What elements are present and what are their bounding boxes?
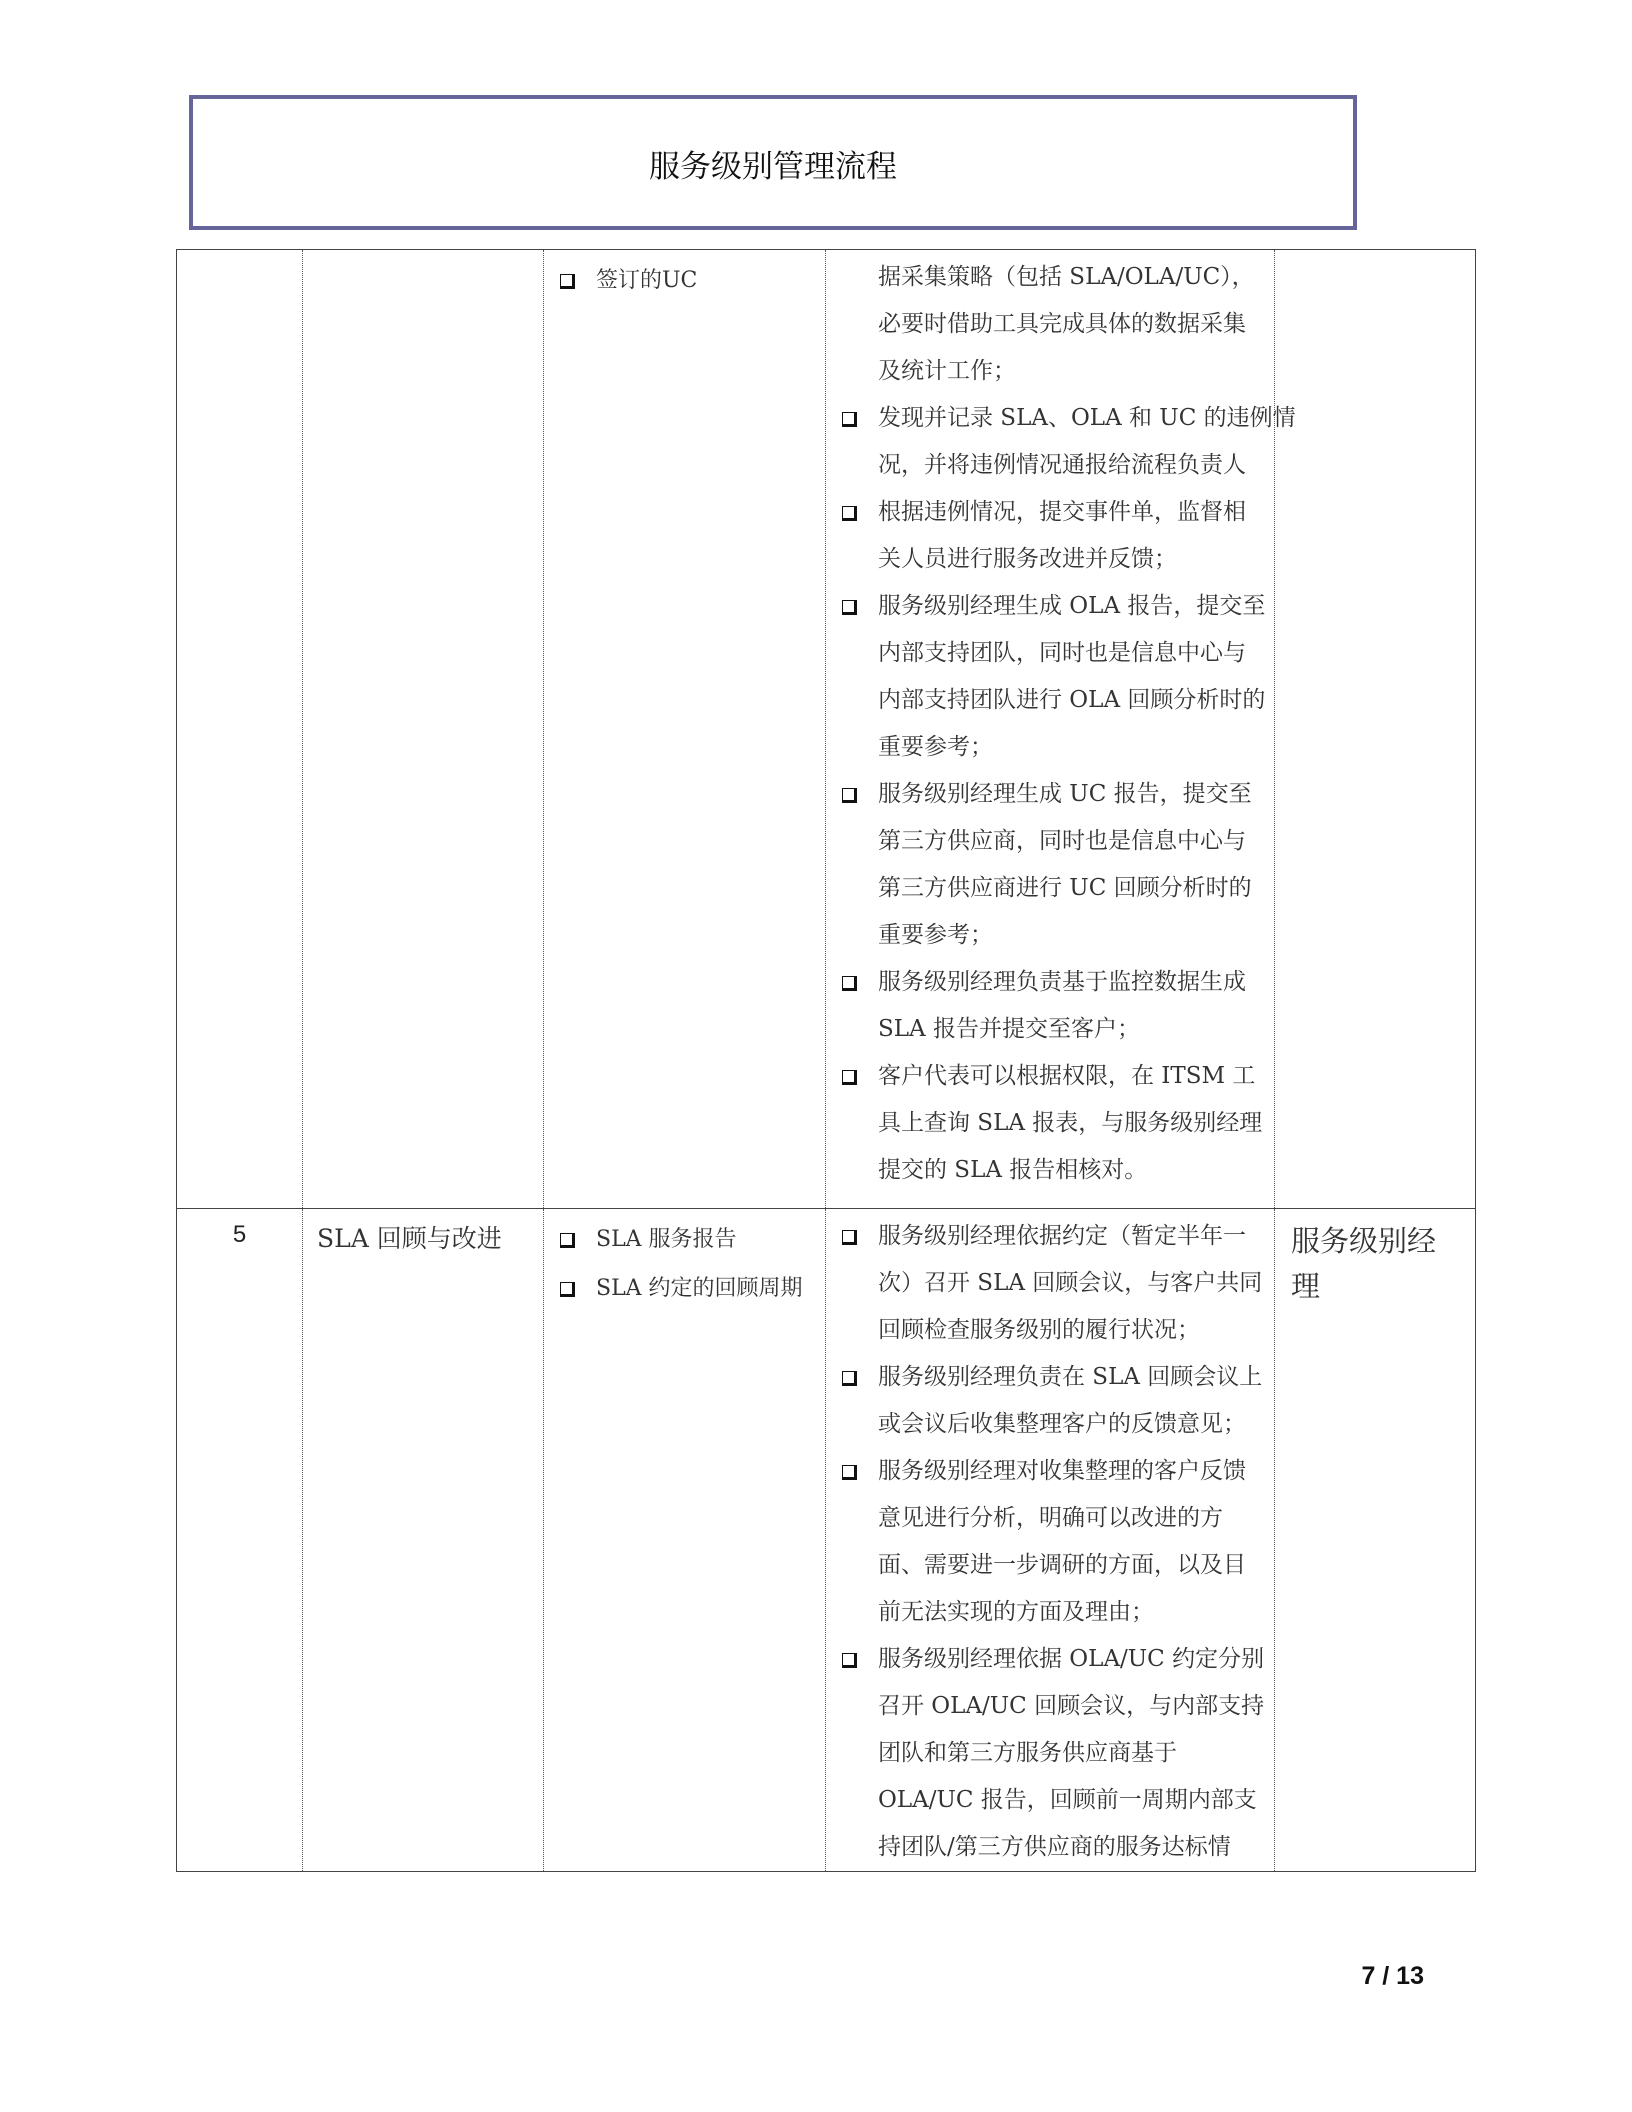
text-line: 或会议后收集整理客户的反馈意见； [878,1411,1246,1437]
checkbox-bullet-icon [842,506,857,521]
checkbox-bullet-icon [842,1653,857,1668]
text-line: 服务级别经理依据约定（暂定半年一 [878,1223,1246,1249]
text-line: 及统计工作； [878,358,1016,384]
list-item [826,1636,1274,1871]
role-cell [1275,250,1476,1209]
text-line: 持团队/第三方供应商的服务达标情 [878,1834,1231,1860]
checkbox-bullet-icon [842,1230,857,1245]
checkbox-bullet-icon [842,976,857,991]
document-header [189,95,1357,230]
text-line: 次）召开 SLA 回顾会议，与客户共同 [878,1270,1263,1296]
document-title: 服务级别管理流程 [649,149,897,185]
checkbox-bullet-icon [842,1371,857,1386]
checkbox-bullet-icon [842,412,857,427]
text-line: 具上查询 SLA 报表，与服务级别经理 [878,1110,1263,1136]
text-line: 服务级别经理对收集整理的客户反馈 [878,1458,1246,1484]
list-item [826,1448,1274,1636]
text-line: 服务级别经理负责基于监控数据生成 [878,969,1246,995]
step-number: 5 [177,1209,303,1872]
description-list [826,250,1296,1194]
list-item [826,254,1274,395]
checkbox-bullet-icon [560,1233,575,1248]
list-item [544,1264,825,1313]
step-number [177,250,303,1209]
text-line: 内部支持团队进行 OLA 回顾分析时的 [878,687,1266,713]
list-item [544,1215,825,1264]
text-line: 关人员进行服务改进并反馈； [878,546,1177,572]
text-line: 重要参考； [878,734,993,760]
text-line: 必要时借助工具完成具体的数据采集 [878,311,1246,337]
table-row [177,250,1476,1209]
text-line: 根据违例情况，提交事件单，监督相 [878,499,1246,525]
text-line: 据采集策略（包括 SLA/OLA/UC）， [878,264,1255,290]
text-line: SLA 约定的回顾周期 [596,1276,803,1301]
checkbox-bullet-icon [842,1465,857,1480]
text-line: 内部支持团队，同时也是信息中心与 [878,640,1246,666]
text-line: 提交的 SLA 报告相核对。 [878,1157,1148,1183]
inputs-list [544,1209,825,1313]
checkbox-bullet-icon [842,788,857,803]
list-item [826,489,1274,583]
list-item [826,1053,1274,1194]
role-cell [1275,1209,1476,1872]
text-line: OLA/UC 报告，回顾前一周期内部支 [878,1787,1257,1813]
list-item [826,959,1274,1053]
list-item [826,583,1274,771]
list-item [544,256,825,305]
text-line: SLA 报告并提交至客户； [878,1016,1140,1042]
text-line: 面、需要进一步调研的方面，以及目 [878,1552,1246,1578]
checkbox-bullet-icon [842,1070,857,1085]
text-line: 意见进行分析，明确可以改进的方 [878,1505,1223,1531]
text-line: 服务级别经理依据 OLA/UC 约定分别 [878,1646,1265,1672]
text-line: 服务级别经理生成 OLA 报告，提交至 [878,593,1266,619]
list-item [826,395,1296,489]
text-line: 客户代表可以根据权限，在 ITSM 工 [878,1063,1256,1089]
list-item [826,1213,1274,1354]
checkbox-bullet-icon [560,1282,575,1297]
text-line: 重要参考； [878,922,993,948]
text-line: 回顾检查服务级别的履行状况； [878,1317,1200,1343]
role-text: 理 [1291,1269,1321,1303]
role-text: 服务级别经 [1291,1224,1437,1258]
text-line: 团队和第三方服务供应商基于 [878,1740,1177,1766]
text-line: 前无法实现的方面及理由； [878,1599,1154,1625]
checkbox-bullet-icon [842,600,857,615]
text-line: SLA 服务报告 [596,1227,737,1252]
text-line: 召开 OLA/UC 回顾会议，与内部支持 [878,1693,1265,1719]
text-line: 况，并将违例情况通报给流程负责人 [878,452,1246,478]
process-table [176,249,1476,1872]
text-line: 签订的UC [596,268,698,293]
text-line: 第三方供应商，同时也是信息中心与 [878,828,1246,854]
text-line: 第三方供应商进行 UC 回顾分析时的 [878,875,1252,901]
inputs-list [544,250,825,305]
checkbox-bullet-icon [560,274,575,289]
text-line: 发现并记录 SLA、OLA 和 UC 的违例情 [878,405,1296,431]
description-list [826,1209,1274,1871]
activity-name: SLA 回顾与改进 [303,1209,544,1872]
text-line: 服务级别经理负责在 SLA 回顾会议上 [878,1364,1263,1390]
table-row [177,1209,1476,1872]
activity-name [303,250,544,1209]
list-item [826,1354,1274,1448]
list-item [826,771,1274,959]
text-line: 服务级别经理生成 UC 报告，提交至 [878,781,1252,807]
page-number: 7 / 13 [1361,1962,1424,1990]
